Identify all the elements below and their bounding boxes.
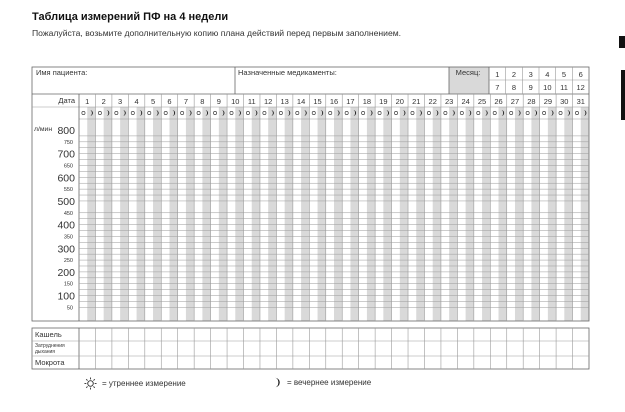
- evening-column: [153, 107, 161, 321]
- day-number: 2: [101, 97, 106, 106]
- scale-minor-label: 50: [66, 305, 73, 312]
- evening-column: [137, 107, 145, 321]
- sun-icon: [559, 111, 562, 114]
- sun-icon: [444, 111, 447, 114]
- evening-column: [581, 107, 589, 321]
- scale-major-label: 300: [57, 243, 75, 256]
- sun-icon: [411, 111, 414, 114]
- day-number: 29: [543, 97, 553, 106]
- evening-column: [169, 107, 177, 321]
- day-number: 3: [118, 97, 123, 106]
- legend-evening: [272, 377, 371, 388]
- scale-major-label: 400: [57, 219, 75, 232]
- evening-column: [515, 107, 523, 321]
- sun-icon: [526, 111, 529, 114]
- scale-minor-label: 650: [63, 163, 73, 170]
- evening-column: [564, 107, 572, 321]
- edge-mark: [619, 36, 625, 48]
- evening-column: [531, 107, 539, 321]
- symptoms-border: [32, 328, 589, 369]
- evening-column: [268, 107, 276, 321]
- month-number: 7: [495, 83, 500, 92]
- medications-label: Назначенные медикаменты:: [238, 68, 337, 77]
- month-number: 10: [543, 83, 552, 92]
- evening-column: [334, 107, 342, 321]
- sun-icon: [345, 111, 348, 114]
- legend-morning: [84, 377, 186, 390]
- edge-mark: [621, 70, 625, 120]
- month-number: 12: [576, 83, 585, 92]
- page-title: Таблица измерений ПФ на 4 недели: [32, 11, 229, 23]
- sun-icon: [460, 111, 463, 114]
- sun-icon: [197, 111, 200, 114]
- day-number: 1: [85, 97, 90, 106]
- evening-column: [252, 107, 260, 321]
- evening-column: [186, 107, 194, 321]
- symptom-label: Затруднения дыхания: [35, 343, 65, 355]
- evening-column: [482, 107, 490, 321]
- day-number: 17: [346, 97, 355, 106]
- moon-icon: [272, 377, 282, 388]
- evening-column: [301, 107, 309, 321]
- sun-icon: [493, 111, 496, 114]
- sun-icon: [279, 111, 282, 114]
- day-number: 16: [329, 97, 339, 106]
- unit-label: л/мин: [34, 126, 53, 133]
- sun-icon: [82, 111, 85, 114]
- sun-icon: [148, 111, 151, 114]
- evening-column: [202, 107, 210, 321]
- sun-icon: [542, 111, 545, 114]
- scale-major-label: 500: [57, 195, 75, 208]
- day-number: 26: [494, 97, 503, 106]
- day-number: 8: [200, 97, 205, 106]
- legend-evening-label: = вечернее измерение: [287, 378, 372, 387]
- day-number: 13: [280, 97, 289, 106]
- day-number: 31: [576, 97, 585, 106]
- symptom-label: Мокрота: [35, 358, 65, 367]
- sun-icon: [312, 111, 315, 114]
- sun-icon: [510, 111, 513, 114]
- day-number: 19: [379, 97, 388, 106]
- sun-icon: [98, 111, 101, 114]
- sun-icon: [246, 111, 249, 114]
- evening-column: [433, 107, 441, 321]
- evening-column: [235, 107, 243, 321]
- sun-icon: [230, 111, 233, 114]
- scale-major-label: 600: [57, 172, 75, 185]
- sun-icon: [181, 111, 184, 114]
- scale-minor-label: 250: [63, 258, 73, 265]
- date-label: Дата: [58, 96, 75, 105]
- patient-name-label: Имя пациента:: [36, 68, 88, 77]
- sun-icon: [378, 111, 381, 114]
- evening-column: [367, 107, 375, 321]
- day-number: 30: [560, 97, 569, 106]
- day-number: 25: [477, 97, 487, 106]
- day-number: 10: [231, 97, 240, 106]
- scale-minor-label: 450: [63, 210, 73, 217]
- evening-column: [104, 107, 112, 321]
- evening-column: [383, 107, 391, 321]
- evening-column: [318, 107, 326, 321]
- sun-icon: [131, 111, 134, 114]
- evening-column: [285, 107, 293, 321]
- sun-icon: [394, 111, 397, 114]
- day-number: 6: [167, 97, 172, 106]
- evening-column: [416, 107, 424, 321]
- legend-morning-label: = утреннее измерение: [102, 379, 186, 388]
- month-number: 1: [495, 70, 500, 79]
- symptom-label: Кашель: [35, 330, 62, 339]
- sun-icon: [362, 111, 365, 114]
- scale-major-label: 200: [57, 266, 75, 279]
- evening-column: [120, 107, 128, 321]
- day-number: 9: [216, 97, 221, 106]
- sun-icon: [164, 111, 167, 114]
- evening-column: [548, 107, 556, 321]
- day-number: 20: [395, 97, 404, 106]
- sun-icon: [427, 111, 430, 114]
- sun-icon: [213, 111, 216, 114]
- day-number: 24: [461, 97, 470, 106]
- day-number: 22: [428, 97, 437, 106]
- day-number: 18: [362, 97, 372, 106]
- scale-minor-label: 150: [63, 281, 73, 288]
- day-number: 27: [510, 97, 520, 106]
- day-number: 4: [134, 97, 139, 106]
- month-number: 4: [545, 70, 550, 79]
- scale-major-label: 700: [57, 148, 75, 161]
- month-number: 9: [528, 83, 533, 92]
- month-number: 2: [511, 70, 517, 79]
- scale-minor-label: 550: [63, 187, 73, 194]
- day-number: 21: [412, 97, 421, 106]
- month-label: Месяц:: [455, 68, 481, 77]
- day-number: 11: [247, 97, 256, 106]
- sun-icon: [329, 111, 332, 114]
- evening-column: [449, 107, 457, 321]
- sun-icon: [84, 377, 97, 390]
- evening-column: [499, 107, 507, 321]
- sun-icon: [575, 111, 578, 114]
- sun-icon: [263, 111, 266, 114]
- scale-minor-label: 350: [63, 234, 73, 241]
- evening-column: [219, 107, 227, 321]
- evening-column: [87, 107, 95, 321]
- month-number: 6: [578, 70, 583, 79]
- day-number: 5: [150, 97, 156, 106]
- day-number: 7: [183, 97, 189, 106]
- month-number: 5: [561, 70, 567, 79]
- day-number: 23: [444, 97, 454, 106]
- month-number: 8: [511, 83, 517, 92]
- day-number: 14: [296, 97, 306, 106]
- month-number: 11: [560, 83, 568, 92]
- scale-major-label: 800: [57, 125, 75, 137]
- scale-major-label: 100: [57, 290, 75, 303]
- sun-icon: [477, 111, 480, 114]
- scale-minor-label: 750: [63, 139, 73, 146]
- page-subtitle: Пожалуйста, возьмите дополнительную копию плана действий перед первым заполнением.: [32, 28, 402, 38]
- evening-column: [350, 107, 358, 321]
- evening-column: [400, 107, 408, 321]
- evening-column: [466, 107, 474, 321]
- month-number: 3: [528, 70, 533, 79]
- sun-icon: [115, 111, 118, 114]
- sun-icon: [296, 111, 299, 114]
- day-number: 15: [313, 97, 322, 106]
- day-number: 12: [264, 97, 273, 106]
- day-number: 28: [527, 97, 536, 106]
